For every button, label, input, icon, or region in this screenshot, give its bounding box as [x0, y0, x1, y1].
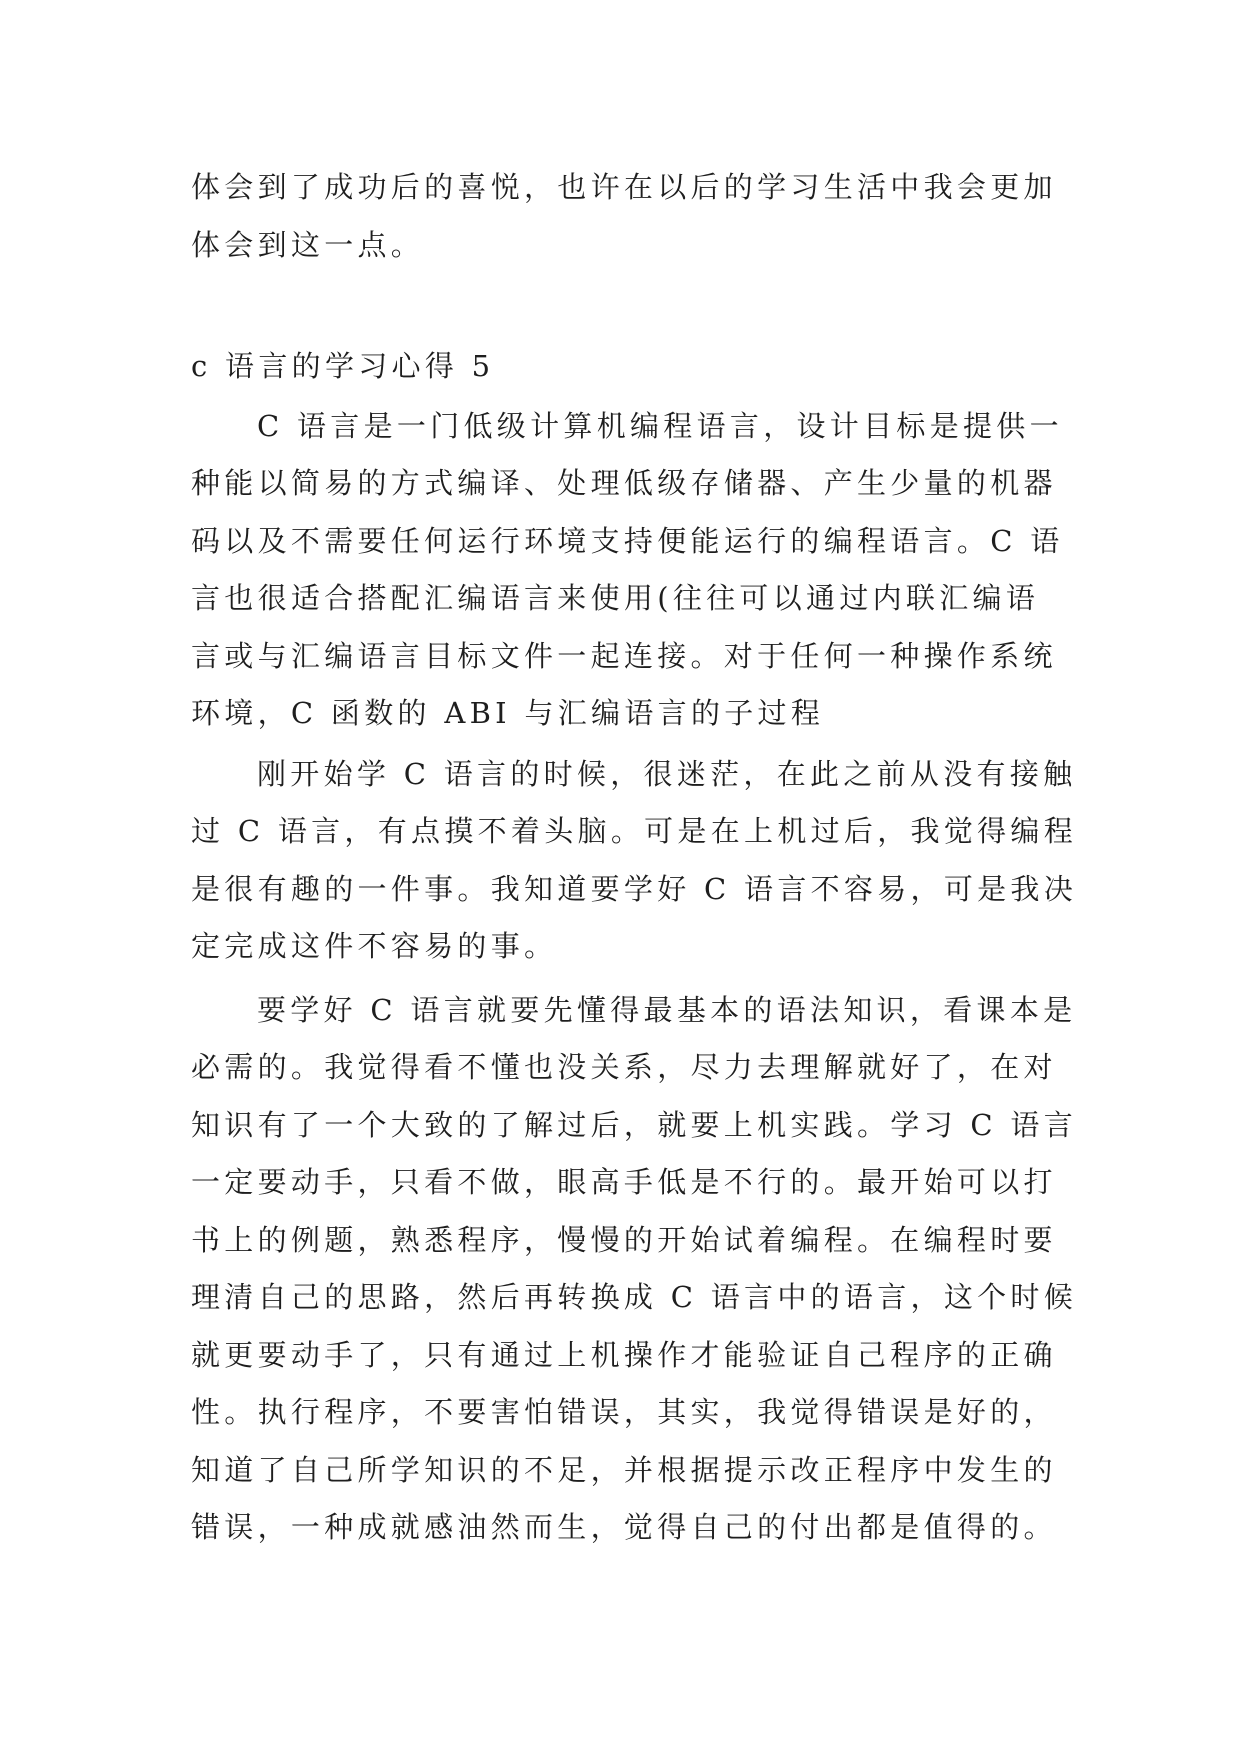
paragraph-1	[191, 398, 1091, 743]
text-line: 环境，C 函数的 ABI 与汇编语言的子过程	[191, 696, 825, 730]
text-line: 理清自己的思路，然后再转换成 C 语言中的语言，这个时候	[191, 1280, 1078, 1314]
text-line: 言也很适合搭配汇编语言来使用(往往可以通过内联汇编语	[191, 581, 1040, 615]
text-line: C 语言是一门低级计算机编程语言，设计目标是提供一	[257, 408, 1063, 443]
text-line: 刚开始学 C 语言的时候，很迷茫，在此之前从没有接触	[257, 756, 1077, 791]
document-page	[191, 159, 1091, 1557]
section-title: c 语言的学习心得 5	[191, 349, 495, 383]
text-line: 知道了自己所学知识的不足，并根据提示改正程序中发生的	[191, 1452, 1057, 1487]
text-line: 是很有趣的一件事。我知道要学好 C 语言不容易，可是我决	[191, 871, 1078, 906]
text-line: 定完成这件不容易的事。	[191, 929, 558, 963]
text-line: 就更要动手了，只有通过上机操作才能验证自己程序的正确	[191, 1337, 1057, 1372]
text-line: 一定要动手，只看不做，眼高手低是不行的。最开始可以打	[191, 1165, 1057, 1199]
text-line: 知识有了一个大致的了解过后，就要上机实践。学习 C 语言	[191, 1107, 1078, 1142]
paragraph-3	[191, 982, 1091, 1557]
text-line: 体会到了成功后的喜悦，也许在以后的学习生活中我会更加	[191, 170, 1057, 204]
text-line: 错误，一种成就感油然而生，觉得自己的付出都是值得的。	[191, 1510, 1057, 1544]
text-line: 种能以简易的方式编译、处理低级存储器、产生少量的机器	[191, 466, 1057, 500]
text-line: 必需的。我觉得看不懂也没关系，尽力去理解就好了，在对	[191, 1050, 1057, 1084]
continuation-paragraph	[191, 159, 1091, 274]
text-line: 体会到这一点。	[191, 227, 425, 262]
text-line: 要学好 C 语言就要先懂得最基本的语法知识，看课本是	[257, 992, 1077, 1027]
text-line: 码以及不需要任何运行环境支持便能运行的编程语言。C 语	[191, 523, 1064, 558]
text-line: 言或与汇编语言目标文件一起连接。对于任何一种操作系统	[191, 638, 1057, 673]
text-line: 书上的例题，熟悉程序，慢慢的开始试着编程。在编程时要	[191, 1222, 1057, 1257]
text-line: 过 C 语言，有点摸不着头脑。可是在上机过后，我觉得编程	[191, 814, 1078, 848]
text-line: 性。执行程序，不要害怕错误，其实，我觉得错误是好的，	[191, 1395, 1057, 1429]
paragraph-2	[191, 746, 1091, 976]
